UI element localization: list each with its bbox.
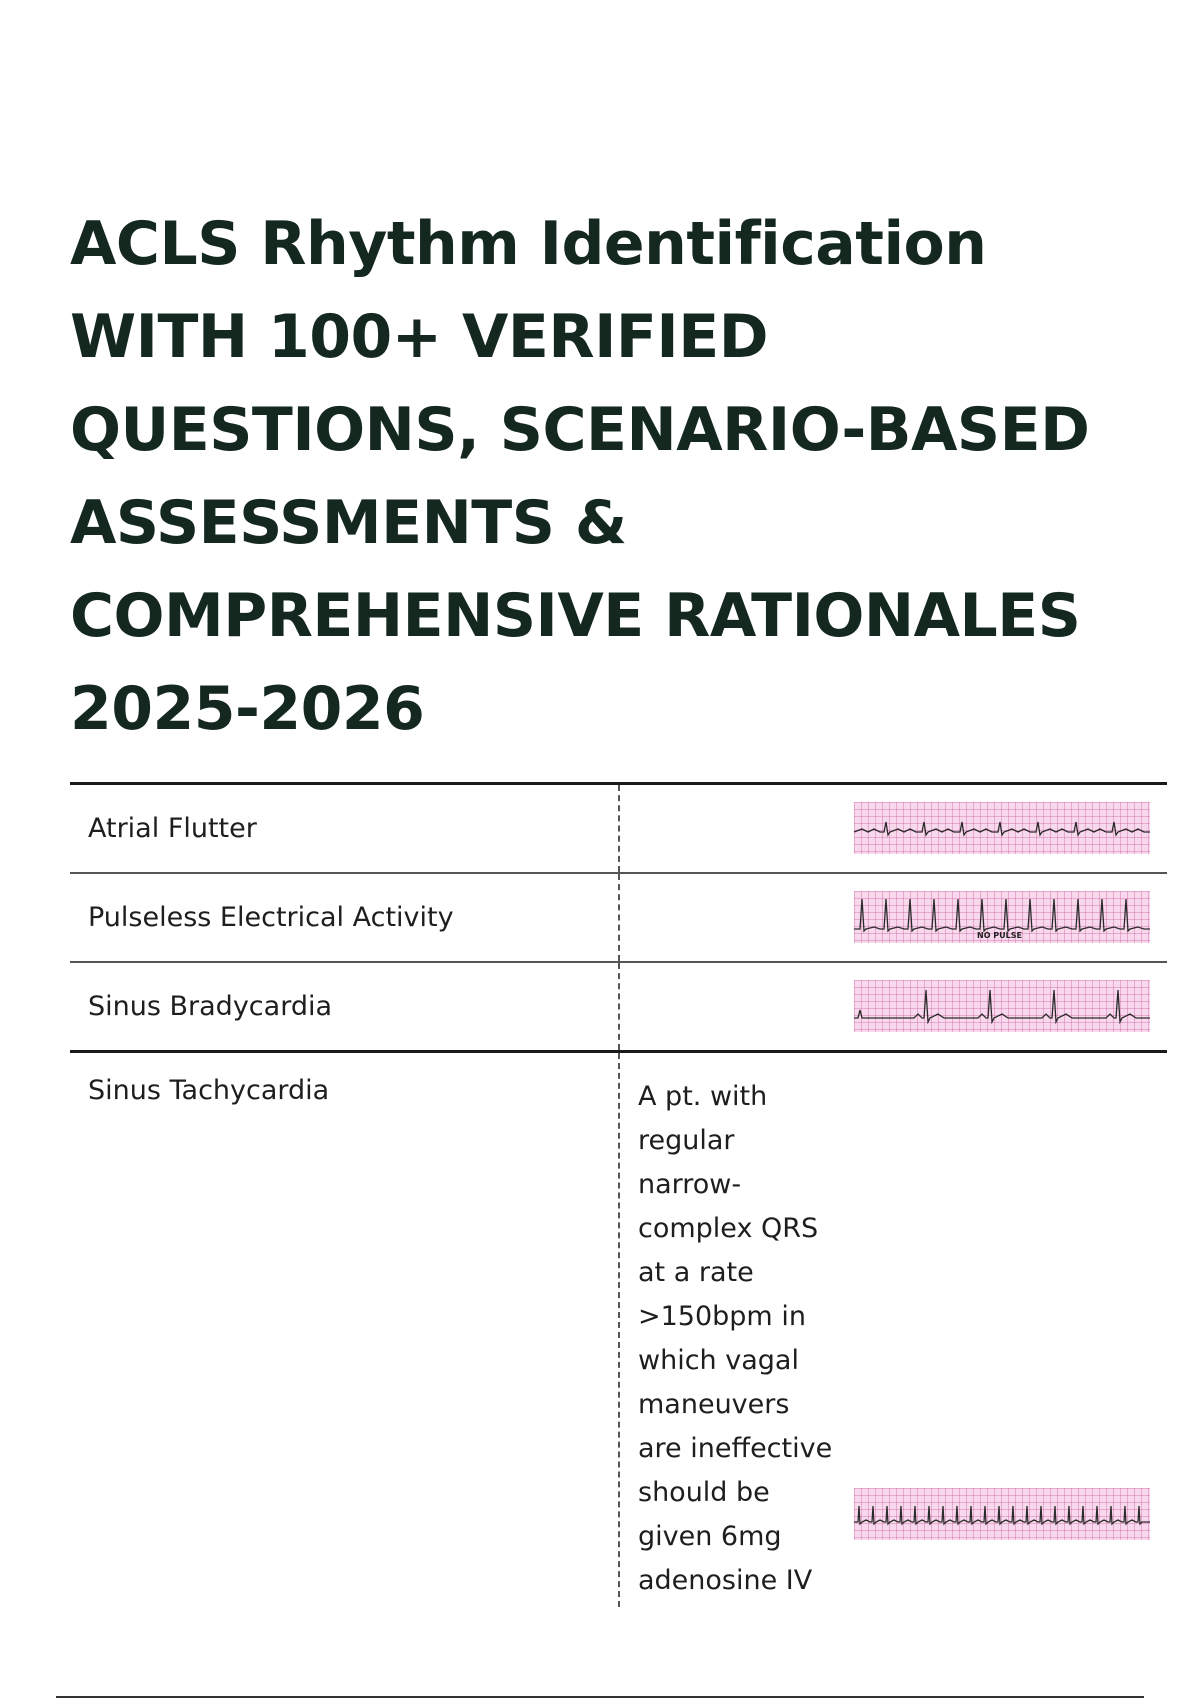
title-line: COMPREHENSIVE RATIONALES bbox=[70, 581, 1081, 651]
description-line: complex QRS bbox=[638, 1213, 819, 1244]
description-line: maneuvers bbox=[638, 1389, 790, 1420]
description-line: regular bbox=[638, 1125, 735, 1156]
document-title bbox=[70, 198, 1170, 756]
title-line: QUESTIONS, SCENARIO-BASED bbox=[70, 395, 1090, 465]
description-line: A pt. with bbox=[638, 1081, 768, 1112]
rhythm-description bbox=[620, 785, 852, 872]
no-pulse-label: NO PULSE bbox=[977, 931, 1022, 940]
description-line: >150bpm in bbox=[638, 1301, 806, 1332]
rhythm-description bbox=[620, 1053, 852, 1607]
title-line: 2025-2026 bbox=[70, 674, 425, 744]
table-row-pea bbox=[70, 874, 1167, 963]
title-line: ASSESSMENTS & bbox=[70, 488, 627, 558]
title-line: ACLS Rhythm Identification bbox=[70, 209, 987, 279]
ecg-sinus-tachycardia-strip-icon bbox=[854, 1488, 1150, 1540]
title-line: WITH 100+ VERIFIED bbox=[70, 302, 768, 372]
ecg-pea-strip-icon bbox=[854, 891, 1150, 943]
footer-divider bbox=[56, 1696, 1144, 1698]
description-line: adenosine IV bbox=[638, 1565, 813, 1596]
rhythm-name: Sinus Tachycardia bbox=[70, 1053, 620, 1607]
rhythm-description bbox=[620, 874, 852, 961]
table-row-atrial-flutter bbox=[70, 785, 1167, 874]
rhythm-name: Atrial Flutter bbox=[70, 785, 620, 872]
rhythm-description bbox=[620, 963, 852, 1050]
ecg-atrial-flutter-strip-icon bbox=[854, 802, 1150, 854]
table-row-sinus-tachycardia bbox=[70, 1053, 1167, 1607]
description-line: given 6mg bbox=[638, 1521, 782, 1552]
description-line: which vagal bbox=[638, 1345, 799, 1376]
table-row-sinus-bradycardia bbox=[70, 963, 1167, 1053]
description-line: narrow- bbox=[638, 1169, 742, 1200]
description-line: at a rate bbox=[638, 1257, 754, 1288]
rhythm-table bbox=[70, 782, 1167, 1607]
description-line: should be bbox=[638, 1477, 770, 1508]
ecg-sinus-bradycardia-strip-icon bbox=[854, 980, 1150, 1032]
description-line: are ineffective bbox=[638, 1433, 833, 1464]
rhythm-name: Pulseless Electrical Activity bbox=[70, 874, 620, 961]
rhythm-name: Sinus Bradycardia bbox=[70, 963, 620, 1050]
